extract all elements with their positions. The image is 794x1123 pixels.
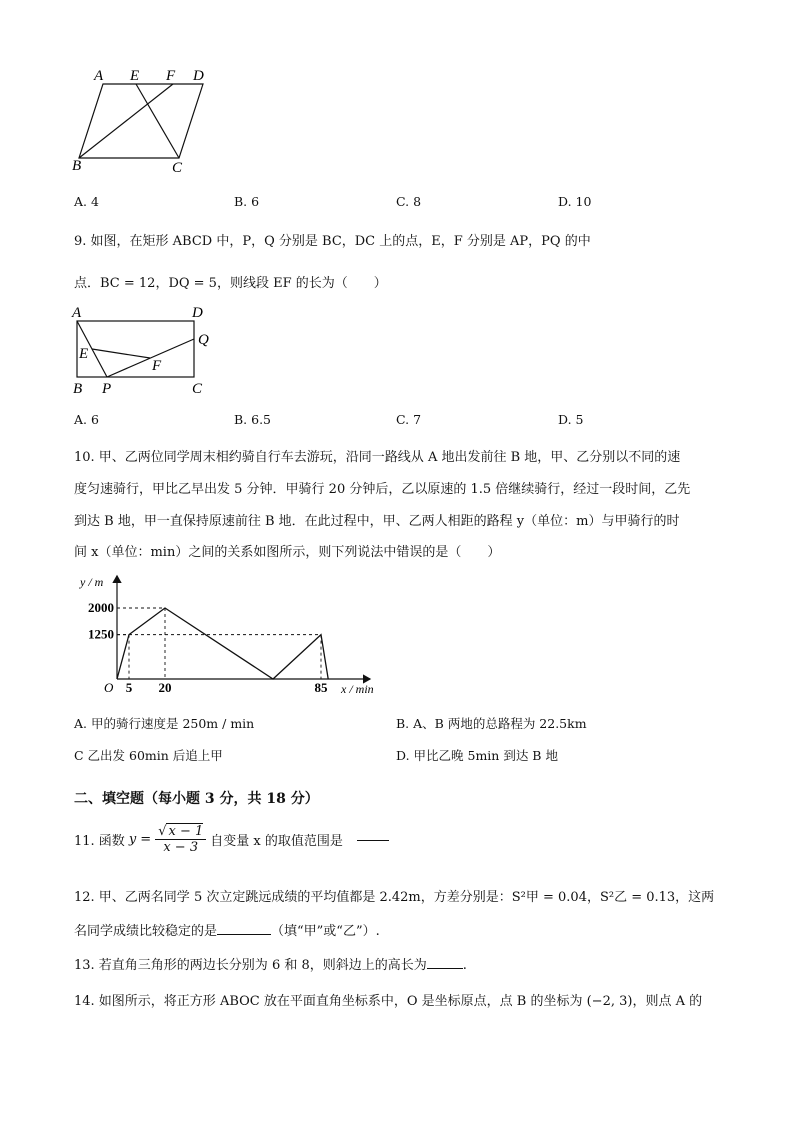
label-E: E: [79, 346, 89, 362]
label-B: B: [73, 381, 83, 397]
segment-ef: [92, 349, 150, 358]
q10-option-d[interactable]: D. 甲比乙晚 5min 到达 B 地: [396, 748, 558, 763]
q10-option-a[interactable]: A. 甲的骑行速度是 250m / min: [74, 716, 255, 731]
label-E: E: [130, 68, 140, 84]
y-tick-label-2000: 2000: [88, 600, 114, 615]
x-axis-label: x / min: [341, 682, 374, 696]
q9-option-d[interactable]: D. 5: [558, 412, 584, 427]
x-tick-label-85: 85: [314, 680, 328, 695]
label-P: P: [102, 381, 112, 397]
q8-option-b[interactable]: B. 6: [234, 194, 260, 209]
q11-numerator: [155, 824, 206, 840]
q9-text-line2: 点．BC = 12，DQ = 5，则线段 EF 的长为（ ）: [74, 276, 387, 291]
label-C: C: [172, 160, 183, 176]
q10-option-c[interactable]: C 乙出发 60min 后追上甲: [74, 748, 223, 763]
q12-text-line1: 12. 甲、乙两名同学 5 次立定跳远成绩的平均值都是 2.42m，方差分别是：S²甲 = 0.04，S²乙 = 0.13，这两: [74, 890, 715, 905]
q10-text-line2: 度匀速骑行，甲比乙早出发 5 分钟．甲骑行 20 分钟后，乙以原速的 1.5 倍继续骑行，经过一段时间，乙先: [74, 482, 691, 497]
label-A: A: [72, 305, 82, 321]
x-tick-label-5: 5: [125, 680, 133, 695]
q14-text: 14. 如图所示，将正方形 ABOC 放在平面直角坐标系中，O 是坐标原点，点 B 的坐标为 (−2, 3)，则点 A 的: [74, 994, 703, 1009]
label-A: A: [94, 68, 104, 84]
q12-text-line2: [74, 920, 380, 939]
segment-fc: [136, 84, 179, 158]
series-line: [117, 608, 328, 679]
q12-line2-suffix: （填“甲”或“乙”）.: [271, 924, 380, 939]
label-F: F: [166, 68, 176, 84]
q11-y: y =: [128, 832, 152, 847]
q11-fraction: [155, 824, 206, 855]
q9-figure: [68, 302, 218, 397]
q8-option-d[interactable]: D. 10: [558, 194, 592, 209]
q10-chart: [70, 570, 390, 700]
origin-label: O: [104, 680, 114, 695]
segment-pq: [107, 339, 194, 377]
q10-text-line1: 10. 甲、乙两位同学周末相约骑自行车去游玩，沿同一路线从 A 地出发前往 B 地，甲、乙分别以不同的速: [74, 450, 681, 465]
q11-line: [74, 824, 389, 855]
y-axis-label: y / m: [80, 575, 104, 589]
section-2-heading: 二、填空题（每小题 3 分，共 18 分）: [74, 791, 319, 807]
label-D: D: [193, 68, 204, 84]
q10-option-b[interactable]: B. A、B 两地的总路程为 22.5km: [396, 716, 587, 731]
q11-denominator: x − 3: [163, 840, 199, 855]
q13-answer-blank[interactable]: [427, 967, 463, 969]
label-Q: Q: [198, 332, 209, 348]
q8-figure: [70, 64, 220, 179]
q9-option-b[interactable]: B. 6.5: [234, 412, 272, 427]
q9-option-c[interactable]: C. 7: [396, 412, 422, 427]
q11-answer-blank[interactable]: [357, 839, 389, 841]
segment-be: [79, 84, 173, 158]
label-B: B: [72, 158, 82, 174]
label-C: C: [192, 381, 203, 397]
q9-option-a[interactable]: A. 6: [74, 412, 99, 427]
q11-sqrt-sign: √: [158, 824, 167, 839]
label-D: D: [192, 305, 203, 321]
q11-prefix: 11. 函数: [74, 834, 125, 849]
x-tick-label-20: 20: [158, 680, 172, 695]
q11-numerator-text: x − 1: [168, 824, 204, 839]
q8-option-c[interactable]: C. 8: [396, 194, 422, 209]
q13-text: [74, 954, 467, 973]
label-F: F: [152, 358, 162, 374]
q13-question: 13. 若直角三角形的两边长分别为 6 和 8，则斜边上的高长为: [74, 958, 427, 973]
parallelogram-abcd: [79, 84, 203, 158]
q8-option-a[interactable]: A. 4: [74, 194, 99, 209]
q13-suffix: .: [462, 958, 467, 973]
q11-suffix: 自变量 x 的取值范围是: [210, 834, 343, 849]
q10-text-line3: 到达 B 地，甲一直保持原速前往 B 地．在此过程中，甲、乙两人相距的路程 y（单位：m）与甲骑行的时: [74, 514, 680, 529]
q12-line2-text: 名同学成绩比较稳定的是: [74, 924, 218, 939]
q9-text-line1: 9. 如图，在矩形 ABCD 中，P，Q 分别是 BC，DC 上的点，E，F 分别是 AP，PQ 的中: [74, 234, 591, 249]
q10-text-line4: 间 x（单位：min）之间的关系如图所示，则下列说法中错误的是（ ）: [74, 545, 501, 560]
y-tick-label-1250: 1250: [88, 626, 114, 642]
q12-answer-blank[interactable]: [217, 933, 271, 935]
